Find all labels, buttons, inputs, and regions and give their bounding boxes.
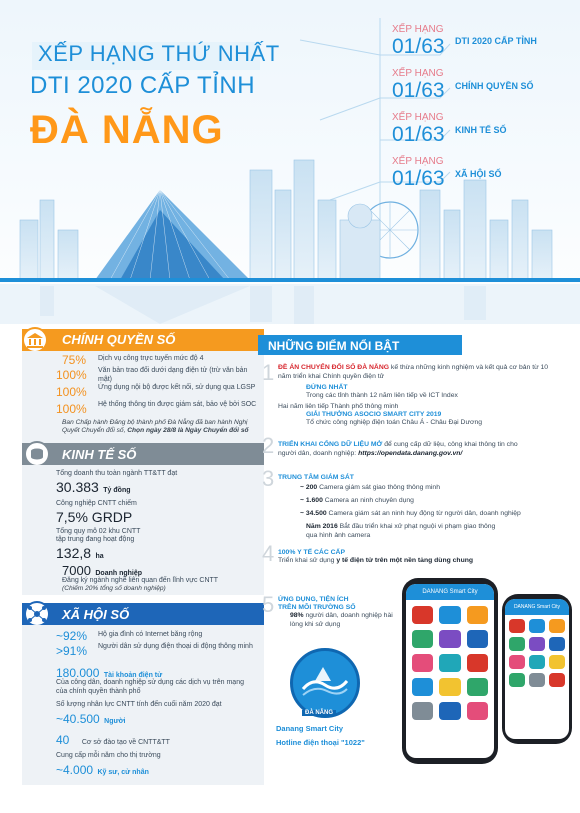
h3-l1-text: Camera giám sát giao thông thông minh <box>319 484 440 491</box>
highlight-1-title: ĐỀ ÁN CHUYỂN ĐỔI SỐ ĐÀ NẴNG <box>278 364 390 371</box>
highlight-3-line4 <box>306 523 506 540</box>
highlight-2-number: 2 <box>262 433 275 458</box>
highlight-1-sub2: GIẢI THƯỞNG ASOCIO SMART CITY 2019 <box>306 411 442 418</box>
app-icon[interactable] <box>529 619 545 633</box>
section-kinh-te-so-title: KINH TẾ SỐ <box>62 447 137 462</box>
kt-line2: Công nghiệp CNTT chiếm <box>56 500 137 507</box>
xh-item1-text: Hộ gia đình có Internet băng rộng <box>98 631 203 638</box>
xh-item3-text: Của công dân, doanh nghiệp sử dụng các dịch vụ trên mạng của chính quyền thành phố <box>56 679 244 695</box>
cq-item4-text: Hệ thống thông tin được giám sát, bảo vệ bởi SOC <box>98 401 257 408</box>
kt-line4-note: (Chiếm 20% tổng số doanh nghiệp) <box>62 585 166 592</box>
xh-item6-value: ~4.000 <box>56 763 94 777</box>
highlight-3-line3 <box>300 510 521 519</box>
highlight-5-number: 5 <box>262 592 275 617</box>
xh-item1-value: ~92% <box>56 629 88 643</box>
logo-wave-icon <box>293 651 357 715</box>
kt-revenue-unit: Tỷ đồng <box>103 487 131 494</box>
app-icon[interactable] <box>549 619 565 633</box>
cq-resolution-note <box>62 419 260 435</box>
highlight-1-desc: kế thừa những kinh nghiệm và kết quả cơ bản từ 10 năm triển khai Chính quyền điện tử <box>278 364 549 380</box>
xh-item5 <box>56 731 170 749</box>
section-kinh-te-so-header <box>22 443 264 465</box>
xh-item4-unit: Người <box>104 718 126 725</box>
ranking-4-label: XẾP HẠNG <box>392 156 444 167</box>
highlight-2-text <box>278 441 518 458</box>
xh-item2-value: >91% <box>56 644 88 658</box>
xh-item3-unit: Tài khoản điện tử <box>103 672 163 679</box>
h3-l1-value: ~ 200 <box>300 484 318 491</box>
highlight-1-number: 1 <box>262 360 275 385</box>
ranking-2-label: XẾP HẠNG <box>392 68 444 79</box>
h4-bold: y tế điện tử trên một nền tảng dùng chung <box>336 557 474 564</box>
app-icon[interactable] <box>439 678 460 696</box>
h3-l4-value: Năm 2016 <box>306 523 338 530</box>
section-chinh-quyen-so-title: CHÍNH QUYỀN SỐ <box>62 332 176 347</box>
highlight-5-title-b: TRÊN MÔI TRƯỜNG SỐ <box>278 604 356 611</box>
app-icon[interactable] <box>509 673 525 687</box>
cq-item1-value: 75% <box>62 353 87 367</box>
ranking-3-label: XẾP HẠNG <box>392 112 444 123</box>
h3-l2-text: Camera an ninh chuyên dụng <box>324 497 414 504</box>
highlight-4-number: 4 <box>262 541 275 566</box>
network-icon <box>24 601 50 627</box>
highlight-5-text <box>290 612 402 629</box>
kt-revenue <box>56 479 131 497</box>
app-icon[interactable] <box>529 637 545 651</box>
h3-l4-text: Bắt đầu triển khai xử phạt nguội vi phạm giao thông qua hình ảnh camera <box>306 523 496 539</box>
danang-smart-city-logo <box>290 648 360 718</box>
city-skyline-illustration <box>0 150 580 330</box>
app-icon[interactable] <box>549 673 565 687</box>
kt-enterprises-value: 7000 <box>62 563 91 578</box>
cq-item3-value: 100% <box>56 385 87 399</box>
highlight-3-line1 <box>300 484 440 493</box>
app-icon[interactable] <box>467 654 488 672</box>
app-icon[interactable] <box>509 655 525 669</box>
coins-icon <box>24 441 50 467</box>
highlights-title: NHỮNG ĐIỂM NỔI BẬT <box>268 339 400 353</box>
kt-revenue-value: 30.383 <box>56 479 99 495</box>
app-icon[interactable] <box>412 606 433 624</box>
ranking-2-category: CHÍNH QUYỀN SỐ <box>455 81 534 91</box>
highlight-2-desc: để cung cấp dữ liệu, công khai thông tin cho người dân, doanh nghiệp: <box>278 441 518 457</box>
highlight-1-sub1: ĐỨNG NHẤT <box>306 384 348 391</box>
section-xa-hoi-so-header <box>22 603 264 625</box>
app-icon[interactable] <box>509 637 525 651</box>
ranking-2-value: 01/63 <box>392 79 445 102</box>
cq-item2-value: 100% <box>56 368 87 382</box>
app-icon[interactable] <box>412 678 433 696</box>
cq-item2-text: Văn bản trao đổi dưới dạng điện tử (trừ văn bản mật) <box>98 367 248 383</box>
ranking-1-category: DTI 2020 CẤP TỈNH <box>455 36 537 46</box>
app-icon[interactable] <box>467 630 488 648</box>
ranking-3-value: 01/63 <box>392 123 445 146</box>
h5-pct: 98% <box>290 612 304 619</box>
ranking-1-value: 01/63 <box>392 35 445 58</box>
section-xa-hoi-so-title: XÃ HỘI SỐ <box>62 607 130 622</box>
title-city: ĐÀ NẴNG <box>30 108 224 152</box>
app-icon[interactable] <box>439 702 460 720</box>
title-line2: DTI 2020 CẤP TỈNH <box>30 72 256 99</box>
phone-mockup-small <box>502 594 572 744</box>
phone-small-screen <box>505 599 569 739</box>
cq-note-bold: Chọn ngày 28/8 là Ngày Chuyển đổi số <box>127 427 249 434</box>
xh-item6-text: Cung cấp mỗi năm cho thị trường <box>56 752 161 759</box>
h3-l2-value: ~ 1.600 <box>300 497 323 504</box>
government-building-icon <box>22 327 48 353</box>
kt-line1: Tổng doanh thu toàn ngành TT&TT đạt <box>56 470 178 477</box>
cq-item4-value: 100% <box>56 402 87 416</box>
kt-area-value: 132,8 <box>56 545 92 561</box>
app-icon[interactable] <box>412 702 433 720</box>
kt-enterprises-unit: Doanh nghiệp <box>95 570 143 577</box>
xh-item4-value: ~40.500 <box>56 712 100 726</box>
kt-line3a: Tổng quy mô 02 khu CNTT <box>56 528 141 535</box>
xh-item6 <box>56 761 149 779</box>
app-icon[interactable] <box>467 702 488 720</box>
highlight-4-text <box>278 557 473 566</box>
highlight-1-sub2-pre: Hai năm liên tiếp Thành phố thông minh <box>278 403 399 410</box>
highlight-3-title: TRUNG TÂM GIÁM SÁT <box>278 474 354 481</box>
xh-item4 <box>56 710 126 728</box>
xh-item5-value: 40 <box>56 733 70 747</box>
opendata-link[interactable]: https://opendata.danang.gov.vn/ <box>358 449 463 457</box>
highlight-1-text <box>278 364 560 381</box>
app-icon[interactable] <box>529 673 545 687</box>
cq-note-text: Ban Chấp hành Đảng bộ thành phố Đà Nẵng đã ban hành Nghị Quyết Chuyển đổi số, <box>62 419 248 434</box>
app-icon[interactable] <box>439 630 460 648</box>
ranking-4-value: 01/63 <box>392 167 445 190</box>
phone-mockup-large <box>402 578 498 764</box>
kt-area-unit: ha <box>95 553 104 560</box>
phone-large-app-grid <box>406 600 494 726</box>
phone-small-app-grid <box>505 615 569 691</box>
ranking-1-label: XẾP HẠNG <box>392 24 444 35</box>
app-icon[interactable] <box>439 654 460 672</box>
h3-l3-value: ~ 34.500 <box>300 510 327 517</box>
hotline-text: Hotline điện thoại "1022" <box>276 738 365 747</box>
kt-line4: Đăng ký ngành nghề liên quan đến lĩnh vực CNTT <box>62 577 219 584</box>
xh-item5-text: Cơ sở đào tạo về CNTT&TT <box>81 739 170 746</box>
logo-caption: Danang Smart City <box>276 724 344 733</box>
app-icon[interactable] <box>467 606 488 624</box>
highlight-1-sub1-text: Trong các tỉnh thành 12 năm liên tiếp về ICT Index <box>306 392 458 399</box>
phone-large-header: DANANG Smart City <box>406 584 494 600</box>
app-icon[interactable] <box>549 655 565 669</box>
app-icon[interactable] <box>412 654 433 672</box>
app-icon[interactable] <box>467 678 488 696</box>
app-icon[interactable] <box>549 637 565 651</box>
ranking-3-category: KINH TẾ SỐ <box>455 125 507 135</box>
kt-line3b: tập trung đang hoạt động <box>56 536 135 543</box>
cq-item1-text: Dịch vụ công trực tuyến mức độ 4 <box>98 355 204 362</box>
cq-item3-text: Ứng dụng nội bộ được kết nối, sử dụng qua LGSP <box>98 384 256 391</box>
ranking-4-category: XÃ HỘI SỐ <box>455 169 502 179</box>
highlight-1-sub2-text: Tổ chức công nghiệp điện toán Châu Á - Châu Đại Dương <box>306 419 483 426</box>
highlight-4-title: 100% Y TẾ CÁC CẤP <box>278 549 345 556</box>
highlight-3-number: 3 <box>262 466 275 491</box>
xh-item6-unit: Kỹ sư, cử nhân <box>97 769 149 776</box>
logo-text: ĐÀ NẴNG <box>302 710 336 716</box>
highlight-5-title-a: ỨNG DỤNG, TIỆN ÍCH <box>278 596 349 603</box>
app-icon[interactable] <box>529 655 545 669</box>
highlight-3-line2 <box>300 497 414 506</box>
title-line1: XẾP HẠNG THỨ NHẤT <box>38 41 280 66</box>
h3-l3-text: Camera giám sát an ninh huy động từ người dân, doanh nghiệp <box>328 510 521 517</box>
app-icon[interactable] <box>509 619 525 633</box>
app-icon[interactable] <box>439 606 460 624</box>
xh-item4-text: Số lượng nhân lực CNTT tính đến cuối năm 2020 đạt <box>56 701 222 708</box>
app-icon[interactable] <box>412 630 433 648</box>
phone-large-screen <box>406 584 494 758</box>
kt-grdp-value: 7,5% GRDP <box>56 509 133 525</box>
h4-desc: Triển khai sử dụng <box>278 557 335 564</box>
xh-item3-value: 180.000 <box>56 666 100 680</box>
xh-item2-text: Người dân sử dụng điện thoại di động thông minh <box>98 643 253 650</box>
h5-desc: người dân, doanh nghiệp hài lòng khi sử dụng <box>290 612 393 628</box>
kt-area <box>56 545 104 563</box>
highlight-2-title: TRIỂN KHAI CỔNG DỮ LIỆU MỞ <box>278 441 383 448</box>
phone-small-header: DANANG Smart City <box>505 599 569 615</box>
